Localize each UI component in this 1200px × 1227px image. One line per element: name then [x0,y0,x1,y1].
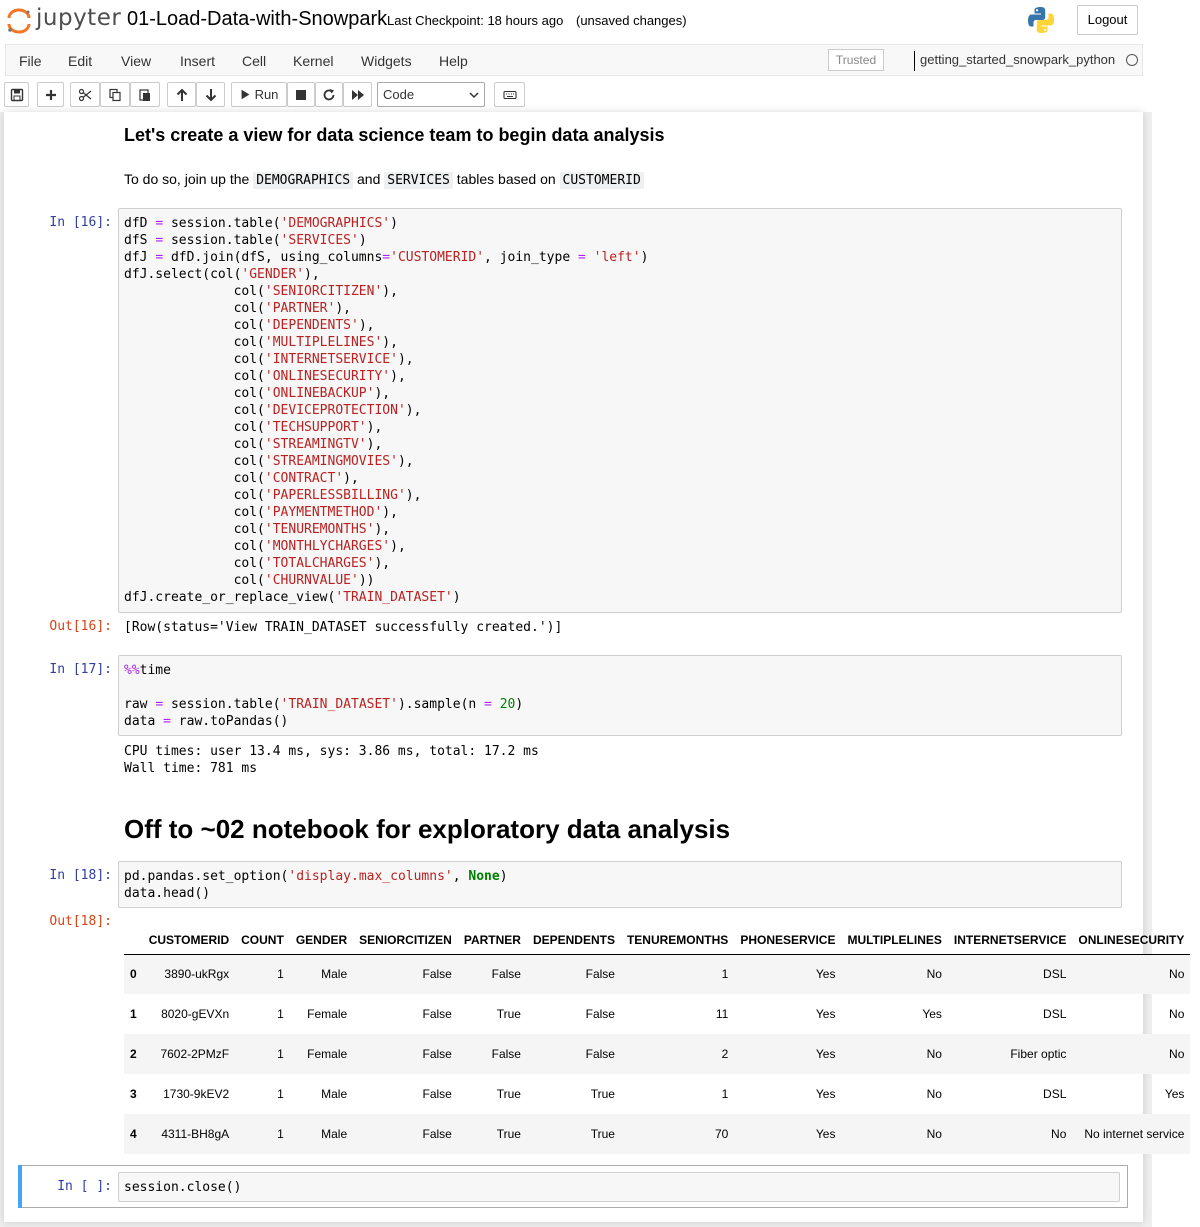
toolbar [0,80,1152,110]
dataframe-output[interactable] [124,926,1185,1156]
df-cell: True [496,1127,521,1141]
last-checkpoint: Last Checkpoint: 18 hours ago [387,13,564,28]
menu-edit[interactable]: Edit [68,53,93,69]
df-cell: DSL [1043,1007,1067,1021]
fast-forward-icon [351,88,365,102]
df-cell: 1 [277,1007,284,1021]
move-down-button[interactable] [196,82,225,107]
df-cell: No internet service [1084,1127,1185,1141]
menu-widgets[interactable]: Widgets [361,53,412,69]
df-cell: False [491,1047,521,1061]
df-cell: 7602-2PMzF [160,1047,230,1061]
df-header: CUSTOMERID [143,926,235,954]
df-header: COUNT [235,926,290,954]
jupyter-logo-icon[interactable] [6,8,32,34]
command-palette-button[interactable] [494,82,525,107]
df-row-index: 0 [130,967,137,982]
df-row-index: 2 [130,1047,137,1061]
python-logo-icon [1026,5,1056,35]
header [0,0,1152,40]
menu-help[interactable]: Help [439,53,468,69]
save-button[interactable] [4,82,29,107]
df-cell: 11 [715,1007,729,1021]
code-editor-cell-16[interactable] [118,208,1122,613]
df-cell: 1 [721,1087,729,1101]
df-header: TENUREMONTHS [621,926,734,954]
menu-insert[interactable]: Insert [180,53,216,69]
menu-cell[interactable]: Cell [242,53,267,69]
df-cell: Yes [922,1007,942,1021]
df-header: SENIORCITIZEN [353,926,458,954]
code-editor-cell-17[interactable] [118,655,1122,736]
code-cell-17-source[interactable]: %%time raw = session.table('TRAIN_DATASET').sample(n = 20) data = raw.toPandas() [124,663,524,729]
scissors-icon [78,88,92,102]
table-row [124,1114,1190,1154]
markdown-paragraph-join [124,171,644,188]
df-header: GENDER [290,926,353,954]
df-cell: False [422,1127,452,1141]
input-prompt-empty: In [ ]: [57,1179,112,1194]
md-text: To do so, join up the [124,171,254,187]
paste-icon [138,88,152,102]
paste-button[interactable] [130,82,160,107]
df-cell: False [585,967,615,982]
df-header-index [124,926,143,954]
df-row-index: 4 [130,1127,137,1141]
menu-file[interactable]: File [19,53,42,69]
df-cell: No [1169,1047,1185,1061]
df-header: DEPENDENTS [527,926,621,954]
md-code-customerid: CUSTOMERID [560,172,644,189]
input-prompt-16: In [16]: [49,215,112,230]
code-cell-18-source[interactable]: pd.pandas.set_option('display.max_columns', None) data.head() [124,869,508,901]
df-cell: DSL [1043,967,1067,982]
df-header: ONLINESECURITY [1072,926,1190,954]
play-icon [240,89,251,100]
df-cell: No [926,967,942,982]
df-cell: 4311-BH8gA [161,1127,230,1141]
df-header: PHONESERVICE [734,926,841,954]
df-cell: DSL [1043,1087,1067,1101]
df-cell: False [585,1007,615,1021]
md-text: and [353,171,385,187]
cell-type-select[interactable] [377,82,485,107]
df-cell: 1 [277,1127,284,1141]
df-cell: No [1169,1007,1185,1021]
df-cell: 3890-ukRgx [164,967,230,982]
logout-button[interactable]: Logout [1077,5,1138,35]
chevron-down-icon [469,91,479,99]
df-cell: No [1051,1127,1067,1141]
run-label: Run [254,87,279,102]
menu-kernel[interactable]: Kernel [293,53,334,69]
move-up-button[interactable] [167,82,196,107]
unsaved-status: (unsaved changes) [576,13,687,28]
md-code-services: SERVICES [384,172,453,189]
df-cell: Female [307,1007,348,1021]
table-row [124,994,1190,1034]
df-cell: Male [321,967,348,982]
df-cell: 1 [721,967,729,982]
menubar [5,44,1143,76]
df-cell: Yes [815,1047,836,1061]
df-header: PARTNER [458,926,527,954]
arrow-up-icon [175,88,189,102]
input-prompt-18: In [18]: [49,868,112,883]
kernel-name[interactable]: getting_started_snowpark_python [914,51,1115,71]
output-prompt-16: Out[16]: [49,619,112,634]
code-last-cell-source[interactable]: session.close() [124,1180,242,1195]
dataframe-table [124,926,1190,1154]
df-cell: True [496,1087,521,1101]
plus-icon [44,88,58,102]
df-cell: Male [321,1087,348,1101]
notebook-title[interactable]: 01-Load-Data-with-Snowpark [127,8,388,30]
keyboard-icon [503,88,517,102]
df-cell: No [926,1127,942,1141]
df-cell: False [491,967,521,982]
table-row [124,1074,1190,1114]
save-icon [10,88,24,102]
df-cell: No [1169,967,1185,982]
df-cell: 70 [714,1127,729,1141]
output-text-17: CPU times: user 13.4 ms, sys: 3.86 ms, total: 17.2 ms Wall time: 781 ms [124,744,539,776]
df-cell: Female [307,1047,348,1061]
df-cell: 1 [277,1087,284,1101]
restart-icon [322,88,336,102]
df-cell: False [422,1047,452,1061]
markdown-heading-next-notebook: Off to ~02 notebook for exploratory data analysis [124,814,731,844]
jupyter-logo-text[interactable]: jupyter [36,5,122,31]
df-header: MULTIPLELINES [841,926,947,954]
cell-type-value: Code [383,87,415,102]
df-cell: Yes [1164,1087,1185,1101]
df-cell: Male [321,1127,348,1141]
df-cell: Yes [815,1087,836,1101]
cut-button[interactable] [70,82,100,107]
code-editor-last-cell[interactable] [118,1172,1120,1202]
menu-view[interactable]: View [121,53,152,69]
code-cell-16-source[interactable]: dfD = session.table('DEMOGRAPHICS') dfS = session.table('SERVICES') dfJ = dfD.join(dfS, using_columns='CUSTOMERID', join_type = 'left') dfJ.select(col('GENDER'), col('SENIORCITIZEN'), col('PARTNER'), col('DEPENDENTS'), col('MULTIPLELINES'), col('INTERNETSERVICE'), col('ONLINESECURITY'), col('ONLINEBACKUP'), col('DEVICEPROTECTION'), col('TECHSUPPORT'), col('STREAMINGTV'), col('STREAMINGMOVIES'), col('CONTRACT'), col('PAPERLESSBILLING'), col('PAYMENTMETHOD'), col('TENUREMONTHS'), col('MONTHLYCHARGES'), col('TOTALCHARGES'), col('CHURNVALUE')) dfJ.create_or_replace_view('TRAIN_DATASET') [124,216,649,605]
df-cell: 1730-9kEV2 [163,1087,230,1101]
df-cell: Yes [815,1127,836,1141]
md-code-demographics: DEMOGRAPHICS [253,172,353,189]
trusted-indicator[interactable]: Trusted [828,49,884,71]
copy-button[interactable] [100,82,130,107]
df-cell: False [422,1007,452,1021]
df-cell: False [585,1047,615,1061]
df-cell: False [422,1087,452,1101]
df-cell: Fiber optic [1010,1047,1067,1061]
df-row-index: 3 [130,1087,137,1101]
run-button[interactable] [231,82,287,107]
md-text: tables based on [452,171,560,187]
insert-cell-button[interactable] [37,82,64,107]
df-cell: No [926,1087,942,1101]
interrupt-button[interactable] [287,82,315,107]
df-cell: False [422,967,452,982]
table-row [124,1034,1190,1074]
df-header: INTERNETSERVICE [948,926,1072,954]
output-prompt-18: Out[18]: [49,914,112,929]
input-prompt-17: In [17]: [49,662,112,677]
df-cell: True [590,1127,615,1141]
code-editor-cell-18[interactable] [118,861,1122,908]
df-cell: Yes [815,967,836,982]
dataframe-header-row [124,926,1190,954]
output-text-16: [Row(status='View TRAIN_DATASET successfully created.')] [124,620,563,635]
kernel-idle-icon [1126,54,1138,66]
df-cell: Yes [815,1007,836,1021]
df-cell: 1 [277,967,284,982]
df-cell: True [496,1007,521,1021]
restart-button[interactable] [315,82,343,107]
df-cell: True [590,1087,615,1101]
df-cell: 2 [721,1047,729,1061]
arrow-down-icon [204,88,218,102]
markdown-heading-create-view: Let's create a view for data science team to begin data analysis [124,125,665,145]
copy-icon [108,88,122,102]
df-cell: 8020-gEVXn [161,1007,230,1021]
stop-icon [294,88,308,102]
df-cell: 1 [277,1047,284,1061]
df-cell: No [926,1047,942,1061]
restart-run-all-button[interactable] [343,82,372,107]
table-row [124,954,1190,994]
df-row-index: 1 [130,1007,137,1021]
